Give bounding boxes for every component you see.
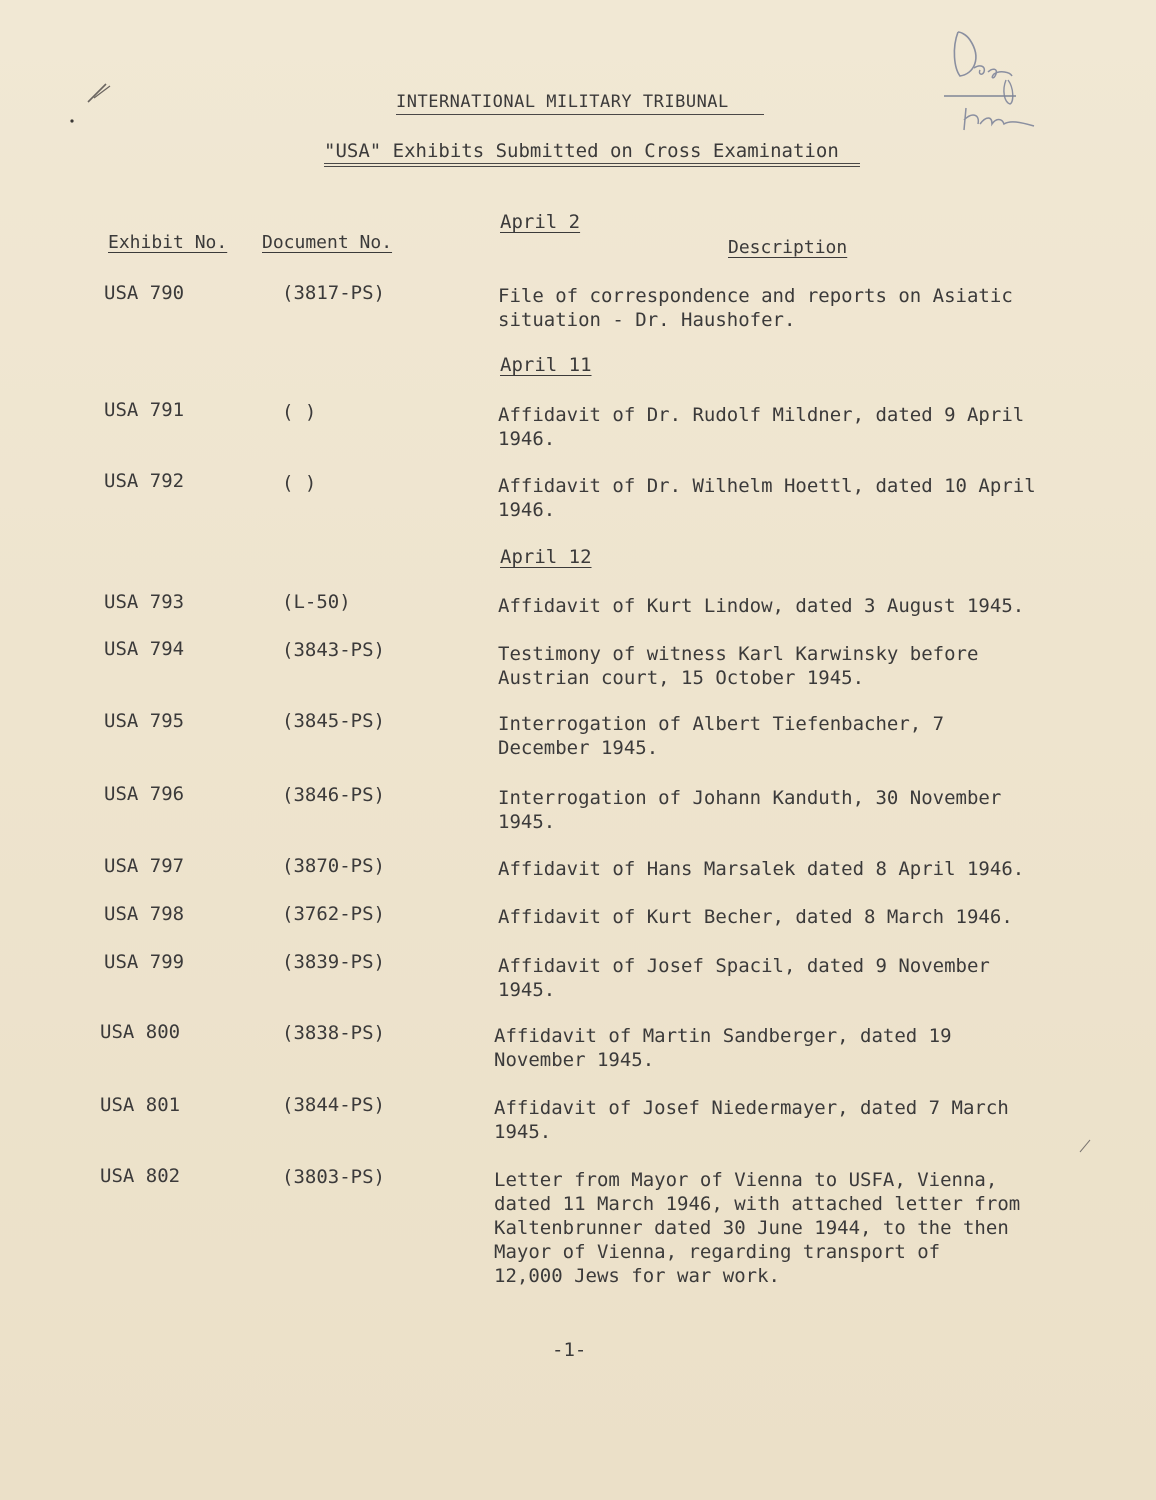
exhibit-description: Interrogation of Johann Kanduth, 30 November 1945. [498,787,1002,833]
exhibit-number: USA 795 [104,710,185,732]
date-heading-april-2: April 2 [500,211,581,233]
exhibit-number: USA 802 [100,1165,181,1187]
exhibit-description: Affidavit of Josef Spacil, dated 9 November 1945. [498,955,990,1001]
exhibit-description: Affidavit of Kurt Becher, dated 8 March 1946. [498,906,1013,928]
exhibit-number: USA 792 [104,470,185,492]
document-number: (3843-PS) [282,639,385,661]
document-number: (3762-PS) [282,903,385,925]
document-title: INTERNATIONAL MILITARY TRIBUNAL [396,92,729,112]
exhibit-description: Affidavit of Dr. Wilhelm Hoettl, dated 10 April 1946. [498,475,1036,521]
date-heading-april-11: April 11 [500,354,592,376]
exhibit-description: Affidavit of Kurt Lindow, dated 3 August 1945. [498,595,1025,617]
document-number: (3845-PS) [282,710,385,732]
exhibit-description: Testimony of witness Karl Karwinsky before Austrian court, 15 October 1945. [498,643,979,689]
exhibit-number: USA 799 [104,951,185,973]
stray-mark-icon [1078,1138,1092,1154]
exhibit-description: File of correspondence and reports on Asiatic situation - Dr. Haushofer. [498,285,1013,331]
date-heading-april-12: April 12 [500,546,592,568]
exhibit-number: USA 796 [104,783,185,805]
document-number: (L-50) [282,591,351,613]
document-number: (3838-PS) [282,1022,385,1044]
pencil-mark-icon [66,66,116,126]
document-number: (3839-PS) [282,951,385,973]
exhibit-number: USA 797 [104,855,185,877]
exhibit-number: USA 800 [100,1021,181,1043]
exhibit-number: USA 798 [104,903,185,925]
exhibit-description: Letter from Mayor of Vienna to USFA, Vienna, dated 11 March 1946, with attached letter from Kaltenbrunner dated 30 June 1944, to the then Mayor of Vienna, regarding transport of 12,000 Jews for war work. [494,1169,1021,1287]
exhibit-number: USA 793 [104,591,185,613]
exhibit-description: Affidavit of Dr. Rudolf Mildner, dated 9 April 1946. [498,404,1025,450]
document-number: (3817-PS) [282,282,385,304]
exhibit-number: USA 794 [104,638,185,660]
exhibit-description: Affidavit of Martin Sandberger, dated 19 November 1945. [494,1025,952,1071]
document-number: (3844-PS) [282,1094,385,1116]
exhibit-column-header: Exhibit No. [108,232,228,253]
document-subtitle: "USA" Exhibits Submitted on Cross Examination [324,140,839,162]
document-number: ( ) [282,472,317,494]
exhibit-number: USA 790 [104,282,185,304]
handwritten-initials-icon [930,28,1050,138]
document-number: (3803-PS) [282,1166,385,1188]
document-column-header: Document No. [262,232,393,253]
exhibit-number: USA 801 [100,1094,181,1116]
description-column-header: Description [728,237,848,258]
subtitle-underline [324,163,860,164]
exhibit-description: Affidavit of Hans Marsalek dated 8 April 1946. [498,858,1025,880]
document-number: ( ) [282,401,317,423]
exhibit-number: USA 791 [104,399,185,421]
title-underline [396,114,764,115]
subtitle-underline-2 [324,166,860,167]
document-number: (3846-PS) [282,784,385,806]
exhibit-description: Affidavit of Josef Niedermayer, dated 7 March 1945. [494,1097,1009,1143]
document-number: (3870-PS) [282,855,385,877]
exhibit-description: Interrogation of Albert Tiefenbacher, 7 December 1945. [498,713,945,759]
page-number: -1- [552,1339,587,1361]
